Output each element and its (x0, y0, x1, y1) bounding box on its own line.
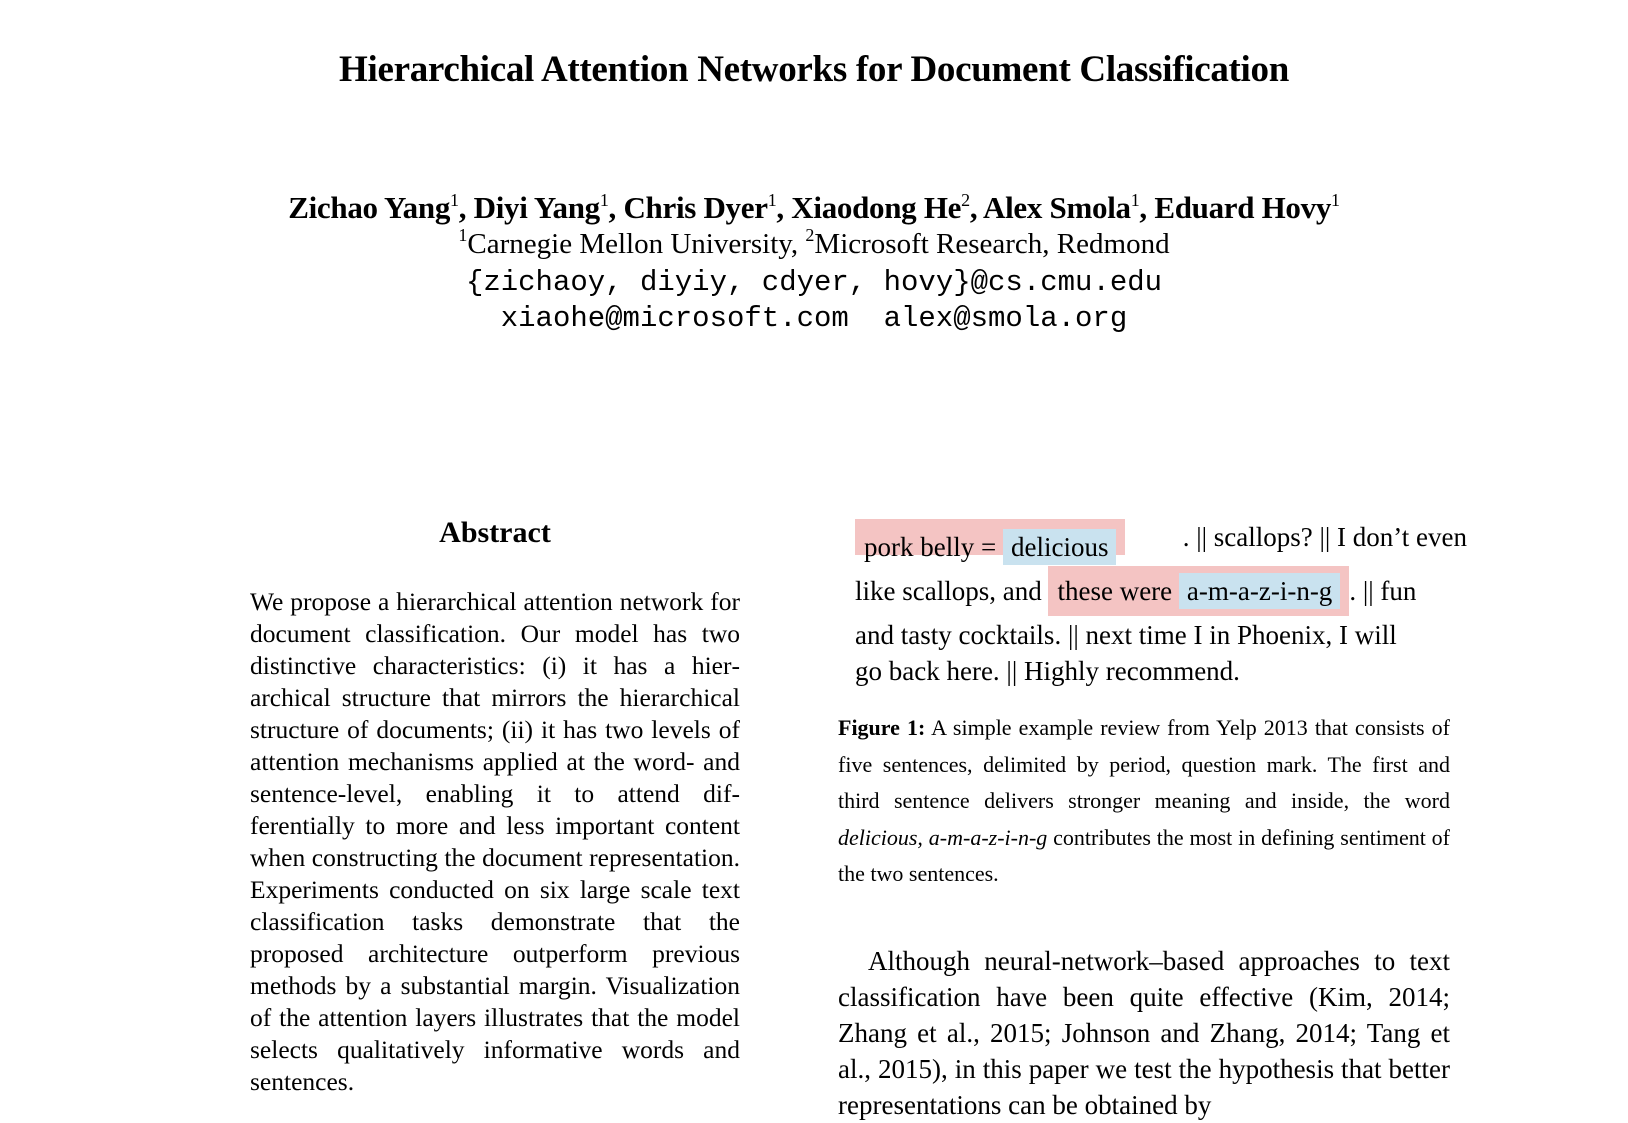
review-text: . || scallops? || I don’t even (1182, 522, 1467, 552)
review-line (855, 653, 1467, 689)
caption-italic: delicious, a-m-a-z-i-n-g (838, 824, 1048, 850)
figure-caption (838, 710, 1450, 893)
author-affil-mark: 1 (1130, 190, 1140, 210)
affil-mark: 2 (805, 225, 815, 245)
sentence-highlight: pork belly = delicious (855, 519, 1125, 555)
affil-mark: 1 (458, 225, 468, 245)
review-line (855, 573, 1467, 609)
affiliation-name: Microsoft Research, Redmond (814, 228, 1170, 260)
intro-paragraph: Although neural-network–based approaches to text classification have been quite effective (Kim, 2014; Zhang et al., 2015; Johnson and Zhang, 2014; Tang et al., 2015), in this paper we test the hypothesis that better representations can be obtained by (838, 946, 1450, 1120)
abstract-heading: Abstract (439, 516, 551, 549)
caption-text: contributes the most in defining sentiment of the two sentences. (838, 824, 1450, 886)
author-affil-mark: 2 (961, 190, 970, 210)
author-list: Zichao Yang$^1$, Diyi Yang$^1$, Chris Dyer$^1$, Xiaodong He$^2$, Alex Smola$^1$, Eduard Hovy$^1$ (288, 190, 1340, 225)
affiliation-name: Carnegie Mellon University, (467, 228, 799, 260)
word-highlight: delicious (1003, 529, 1116, 565)
caption-text: A simple example review from Yelp 2013 that consists of five sentences, delimited by period, question mark. The first and third sentence delivers stronger meaning and inside, the word (838, 715, 1450, 813)
paper-title: Hierarchical Attention Networks for Document Classification (339, 49, 1289, 90)
caption-label: Figure 1: (838, 715, 926, 740)
author-name: Zichao Yang (288, 190, 451, 225)
review-line (855, 617, 1467, 653)
author-name: Chris Dyer (623, 190, 768, 225)
email-line: xiaohe@microsoft.com alex@smola.org (500, 302, 1128, 335)
author-affil-mark: 1 (767, 190, 777, 210)
sentence-highlight: these were a-m-a-z-i-n-g (1048, 566, 1349, 616)
author-name: Alex Smola (983, 190, 1131, 225)
email-line: {zichaoy, diyiy, cdyer, hovy}@cs.cmu.edu (465, 266, 1163, 299)
affiliations (0, 225, 1628, 261)
author-name: Eduard Hovy (1154, 190, 1332, 225)
author-name: Xiaodong He (791, 190, 962, 225)
review-text: and tasty cocktails. || next time I in Phoenix, I will (855, 620, 1397, 650)
abstract-text: We propose a hierarchical attention network for document classification. Our model has two distinctive characteristics: (i) it has a hierarchical structure that mirrors the hierarchical structure of documents; (ii) it has two levels of attention mechanisms applied at the word- and sentence-level, enabling it to attend differentially to more and less important content when constructing the document representation. Experiments conducted on six large scale text classification tasks demonstrate that the proposed architecture outperform previous methods by a substantial margin. Visualization of the attention layers illustrates that the model selects qualitatively informative words and sentences. (250, 587, 740, 1096)
author-affil-mark: 1 (1331, 190, 1340, 210)
review-line (855, 519, 1467, 562)
word-highlight: a-m-a-z-i-n-g (1179, 573, 1340, 609)
author-affil-mark: 1 (450, 190, 459, 210)
review-text: go back here. || Highly recommend. (855, 656, 1240, 686)
author-affil-mark: 1 (599, 190, 609, 210)
author-name: Diyi Yang (473, 190, 600, 225)
review-text: like scallops, and (855, 576, 1049, 606)
review-text: . || fun (1349, 576, 1417, 606)
